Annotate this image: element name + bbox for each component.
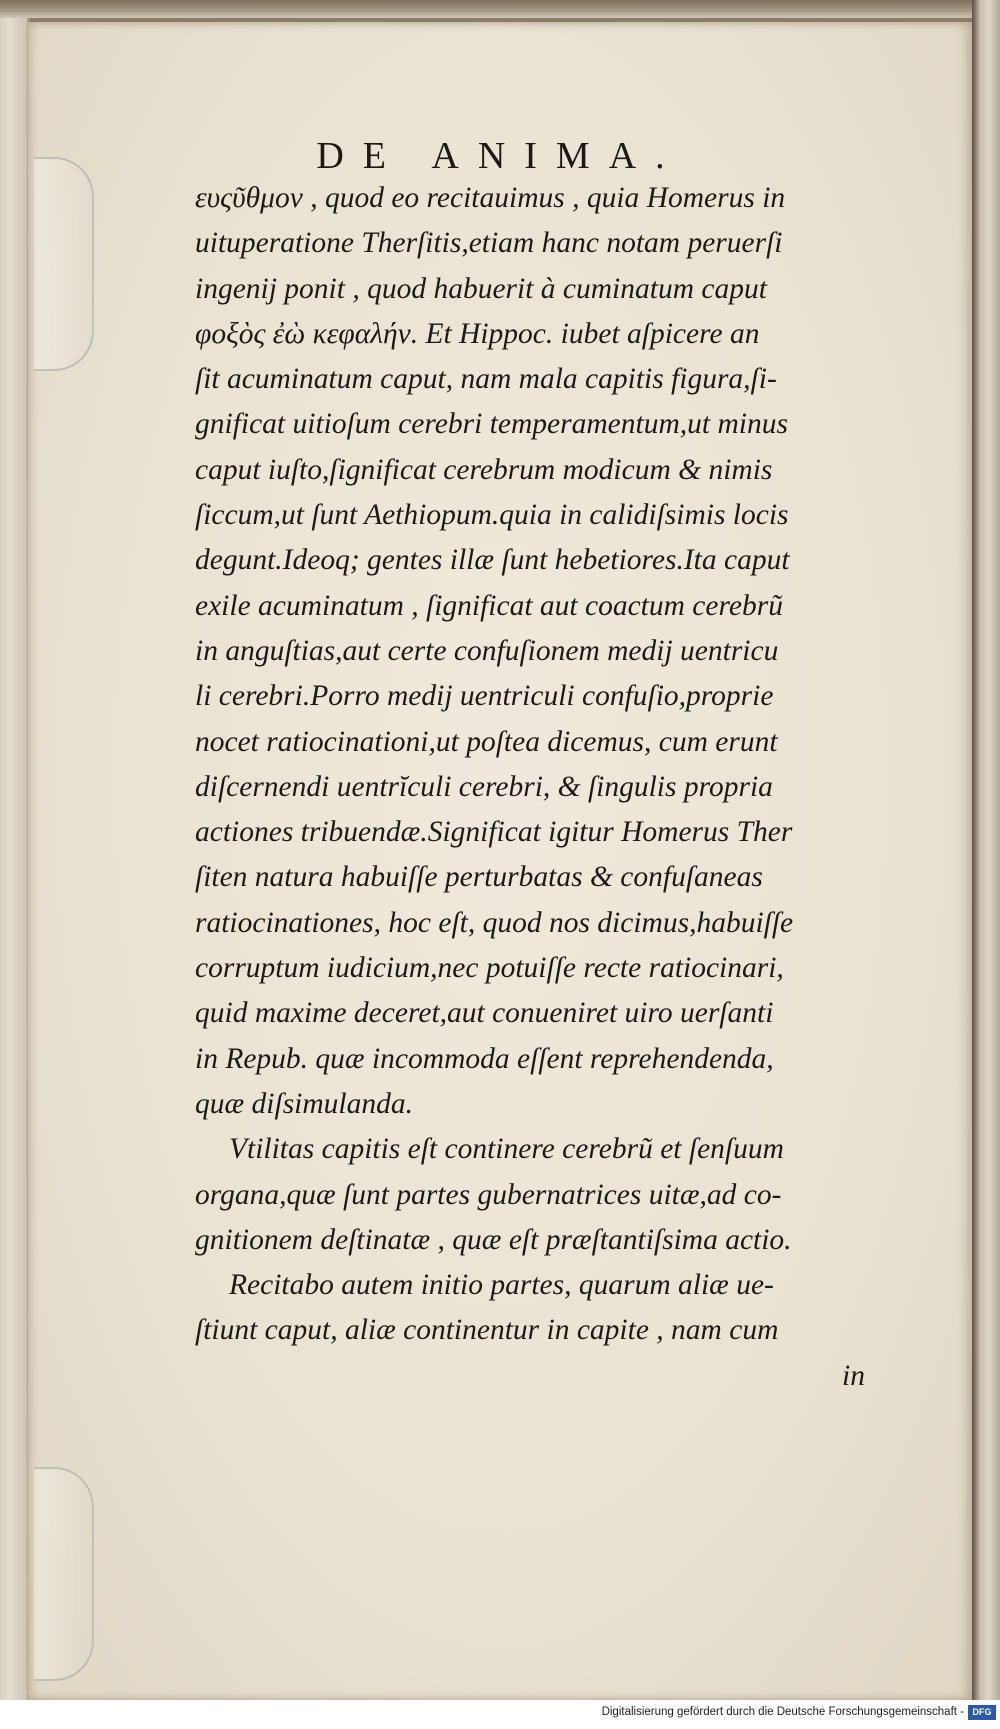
text-line: corruptum iudicium,nec potuiſſe recte ratiocinari, <box>195 952 784 985</box>
text-line: in Repub. quæ incommoda eſſent reprehendenda, <box>195 1042 774 1075</box>
text-line: ſiccum,ut ſunt Aethiopum.quia in calidiſsimis locis <box>195 499 789 532</box>
text-line: ſtiunt caput, aliæ continentur in capite , nam cum <box>195 1314 779 1347</box>
book-fore-edge <box>972 0 1000 1700</box>
text-line: exile acuminatum , ſignificat aut coactum cerebrũ <box>195 589 783 622</box>
text-line: li cerebri.Porro medij uentriculi confuſio,proprie <box>195 680 774 713</box>
text-line: Vtilitas capitis eſt continere cerebrũ et ſenſuum <box>229 1133 784 1166</box>
text-line: in anguſtias,aut certe confuſionem medij uentricu <box>195 634 779 667</box>
text-line: ſiten natura habuiſſe perturbatas & confuſaneas <box>195 861 763 894</box>
text-line: φοξὸς ἐὼ κεφαλήν. Et Hippoc. iubet aſpicere an <box>195 317 760 350</box>
funding-credit: Digitalisierung gefördert durch die Deutsche Forschungsgemeinschaft - <box>601 1706 964 1718</box>
text-line: Recitabo autem initio partes, quarum aliæ ue- <box>229 1269 774 1302</box>
page-clip-bottom <box>34 1467 94 1681</box>
catchword: in <box>842 1359 865 1392</box>
text-line: ſit acuminatum caput, nam mala capitis figura,ſi- <box>195 363 777 396</box>
dfg-logo-icon: DFG <box>968 1705 996 1720</box>
text-line: gnificat uitioſum cerebri temperamentum,ut minus <box>195 408 788 441</box>
text-line: quid maxime deceret,aut conueniret uiro uerſanti <box>195 997 774 1030</box>
book-top-edge <box>0 0 1000 18</box>
text-line: nocet ratiocinationi,ut poſtea dicemus, cum erunt <box>195 725 778 758</box>
text-line: quæ diſsimulanda. <box>195 1087 413 1120</box>
text-line: uituperatione Therſitis,etiam hanc notam peruerſi <box>195 227 783 260</box>
page-clip-top <box>34 157 94 371</box>
text-line: actiones tribuendæ.Significat igitur Homerus Ther <box>195 816 793 849</box>
text-line: ingenij ponit , quod habuerit à cuminatum caput <box>195 272 767 305</box>
digitization-footer <box>0 1700 1000 1729</box>
text-line: gnitionem deſtinatæ , quæ eſt præſtantiſsima actio. <box>195 1223 792 1256</box>
text-line: organa,quæ ſunt partes gubernatrices uitæ,ad co- <box>195 1178 782 1211</box>
text-line: ratiocinationes, hoc eſt, quod nos dicimus,habuiſſe <box>195 906 794 939</box>
page-body-text <box>195 176 975 1399</box>
text-line: caput iuſto,ſignificat cerebrum modicum & nimis <box>195 453 773 486</box>
text-line: diſcernendi uentrĭculi cerebri, & ſingulis propria <box>195 770 773 803</box>
text-line: ευςῦθμον , quod eo recitauimus , quia Homerus in <box>195 182 786 214</box>
text-line: degunt.Ideoq; gentes illæ ſunt hebetiores.Ita caput <box>195 544 790 577</box>
running-title: DE ANIMA. <box>316 135 684 177</box>
